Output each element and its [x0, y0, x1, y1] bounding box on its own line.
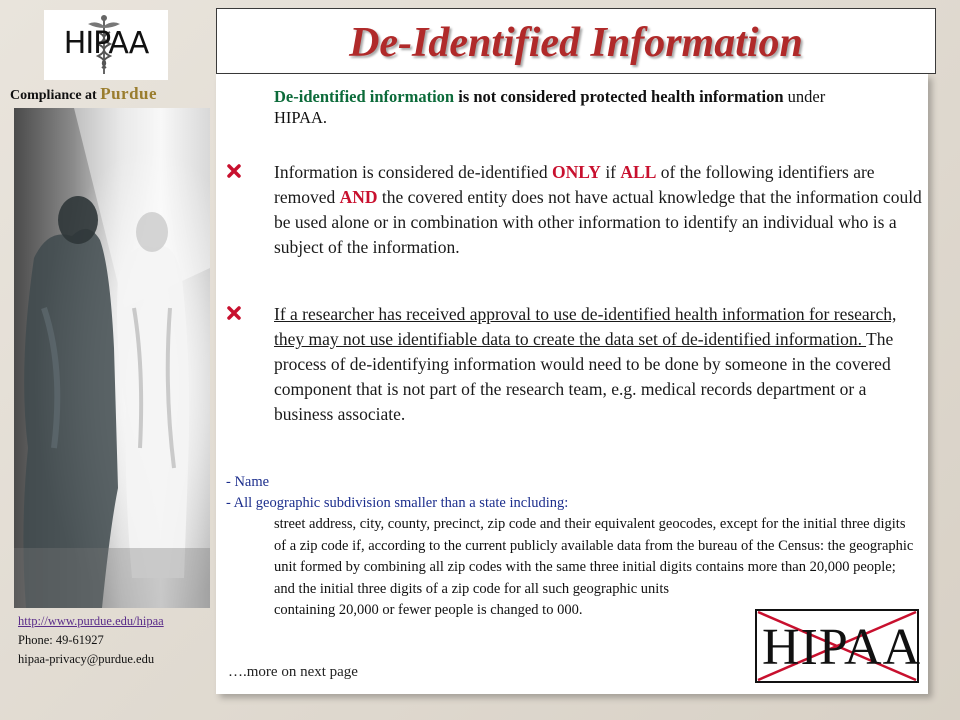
- page-title: De-Identified Information: [349, 20, 803, 66]
- compliance-label: [10, 84, 214, 104]
- more-next-page: ….more on next page: [228, 664, 358, 680]
- geographic-detail-text: street address, city, county, precinct, zip code and their equivalent geocodes, except for the initial three digits of a zip code if, according to the current publicly available data from the bureau of the Census: the geographic unit formed by combining all zip codes with the same three initial digits contains more than 20,000 people; and the initial three digits of a zip code for all such geographic units: [274, 516, 914, 597]
- bullet1-text-4: the covered entity does not have actual knowledge that the information could be used alone or in combination with other information to identify an individual who is a subject of the information.: [274, 187, 922, 257]
- identifier-name: - Name: [226, 474, 270, 490]
- bullet1-text-2: if: [600, 162, 621, 182]
- bullet1-and: AND: [339, 187, 378, 207]
- bullet1-all: ALL: [620, 162, 657, 182]
- x-bullet-icon: [226, 305, 242, 321]
- geographic-detail: [274, 514, 914, 622]
- bullet-deidentified-criteria: [274, 160, 926, 260]
- hipaa-website-link[interactable]: http://www.purdue.edu/hipaa: [18, 614, 164, 628]
- phone-text: Phone: 49-61927: [18, 633, 104, 647]
- contact-info: [18, 612, 214, 669]
- purdue-text: Purdue: [100, 84, 158, 103]
- hipaa-stamp: [754, 608, 920, 684]
- bullet-researcher: [274, 302, 926, 427]
- email-text: hipaa-privacy@purdue.edu: [18, 652, 155, 666]
- hipaa-logo: [44, 10, 168, 80]
- intro-paragraph: [274, 86, 874, 128]
- bullet1-text-1: Information is considered de-identified: [274, 162, 552, 182]
- identifier-list: [226, 472, 916, 622]
- identifier-geographic: - All geographic subdivision smaller than a state including:: [226, 495, 569, 511]
- hospital-corridor-photo: [14, 108, 210, 608]
- content-panel: [216, 74, 928, 694]
- bullet1-text-3: of the following identifiers are removed: [274, 162, 875, 207]
- geographic-detail-end: containing 20,000 or fewer people is changed to 000.: [274, 602, 583, 618]
- intro-end: under HIPAA.: [274, 87, 826, 127]
- sidebar: [0, 0, 214, 720]
- x-bullet-icon: [226, 163, 242, 179]
- intro-middle: is not considered protected health information: [454, 87, 784, 106]
- bullet1-only: ONLY: [551, 162, 601, 182]
- stamp-text: HIPAA: [762, 619, 922, 676]
- logo-text: HIPAA: [63, 26, 149, 61]
- bullet2-underlined: If a researcher has received approval to use de-identified health information for research, they may not use identifiable data to create the data set of de-identified information.: [274, 304, 897, 349]
- title-bar: [216, 8, 936, 74]
- compliance-prefix: Compliance at: [10, 88, 97, 103]
- bullet2-rest: The process of de-identifying information would need to be done by someone in the covered component that is not part of the research team, e.g. medical records department or a business associate.: [274, 329, 894, 424]
- intro-highlight: De-identified information: [274, 87, 455, 106]
